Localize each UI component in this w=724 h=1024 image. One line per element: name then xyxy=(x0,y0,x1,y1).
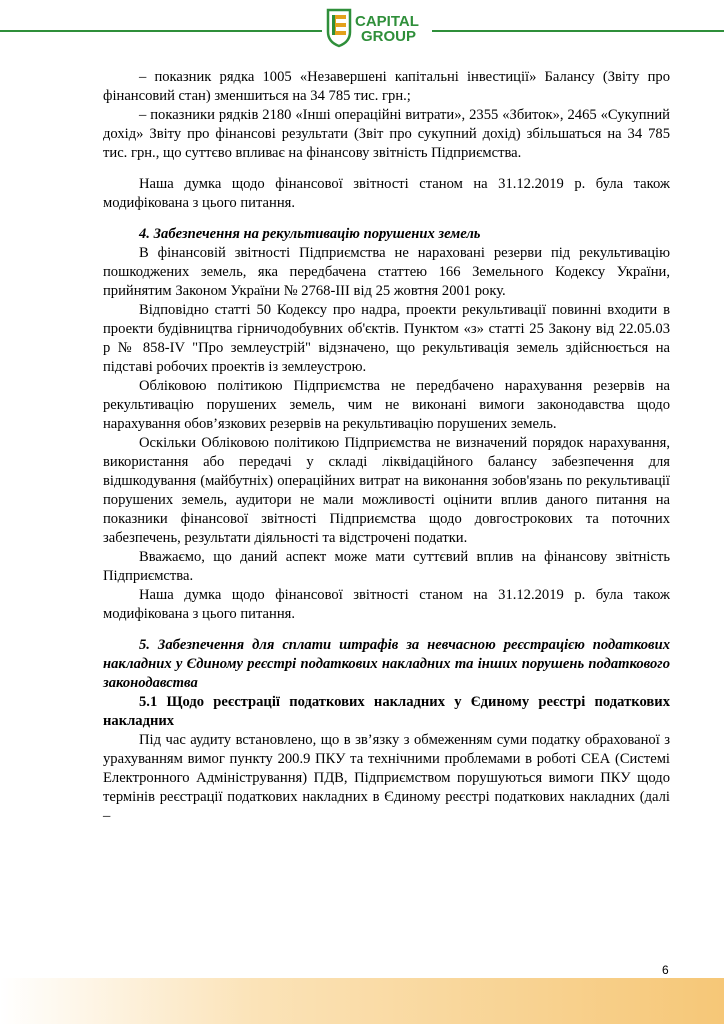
paragraph: – показник рядка 1005 «Незавершені капітальні інвестиції» Балансу (Звіту про фінансовий стан) зменшиться на 34 785 тис. грн.; xyxy=(103,69,670,104)
paragraph: Відповідно статті 50 Кодексу про надра, проекти рекультивації повинні входити в проекти будівництва гірничодобувних об'єктів. Пунктом «з» статті 25 Закону від 22.05.03 р № 858-IV "Про землеустрій" відзначено, що рекультивація земель здійснюється на підставі робочих проектів із землеустрою. xyxy=(103,302,670,375)
section-heading: 4. Забезпечення на рекультивацію порушених земель xyxy=(139,226,481,242)
paragraph: Оскільки Обліковою політикою Підприємства не визначений порядок нарахування, використання або передачі у складі ліквідаційного балансу забезпечення для відшкодування (майбутніх) операційних витрат на виконання зобов'язань по рекультивації порушених земель, аудитори не мали можливості оцінити вплив даного питання на показники фінансової звітності Підприємства щодо довгострокових та поточних забезпечень, результати діяльності та відстрочені податки. xyxy=(103,435,670,546)
paragraph: Під час аудиту встановлено, що в зв’язку з обмеженням суми податку обрахованої з урахуванням вимог пункту 200.9 ПКУ та технічними проблемами в роботі СЕА (Системі Електронного Адміністрування) ПДВ, Підприємством порушуються вимоги ПКУ щодо термінів реєстрації податкових накладних в Єдиному реєстрі податкових накладних (далі – xyxy=(103,732,670,824)
logo-line1: CAPITAL xyxy=(355,13,419,30)
paragraph: В фінансовій звітності Підприємства не нараховані резерви під рекультивацію пошкоджених земель, яка передбачена статтею 166 Земельного Кодексу України, прийнятим Законом України № 2768-III від 25 жовтня 2001 року. xyxy=(103,245,670,299)
paragraph: – показники рядків 2180 «Інші операційні витрати», 2355 «Збиток», 2465 «Сукупний дохід» Звіту про фінансові результати (Звіт про сукупний дохід) збільшаться на 34 785 тис. грн., що суттєво впливає на фінансову звітність Підприємства. xyxy=(103,107,670,161)
paragraph: Вважаємо, що даний аспект може мати суттєвий вплив на фінансову звітність Підприємства. xyxy=(103,549,670,584)
logo-line2: GROUP xyxy=(361,28,417,45)
subsection-heading: 5.1 Щодо реєстрації податкових накладних у Єдиному реєстрі податкових накладних xyxy=(103,694,670,729)
footer-band xyxy=(0,978,724,1024)
page-number: 6 xyxy=(662,963,669,977)
document-body xyxy=(103,68,670,826)
paragraph: Наша думка щодо фінансової звітності станом на 31.12.2019 р. була також модифікована з цього питання. xyxy=(103,176,670,211)
paragraph: Наша думка щодо фінансової звітності станом на 31.12.2019 р. була також модифікована з цього питання. xyxy=(103,587,670,622)
paragraph: Обліковою політикою Підприємства не передбачено нарахування резервів на рекультивацію порушених земель, чим не виконані вимоги законодавства щодо нарахування обов’язкових резервів на рекультивацію порушених земель. xyxy=(103,378,670,432)
company-logo xyxy=(322,6,432,48)
section-heading: 5. Забезпечення для сплати штрафів за невчасною реєстрацією податкових накладних у Єдиному реєстрі податкових накладних та інших порушень податкового законодавства xyxy=(103,637,670,691)
